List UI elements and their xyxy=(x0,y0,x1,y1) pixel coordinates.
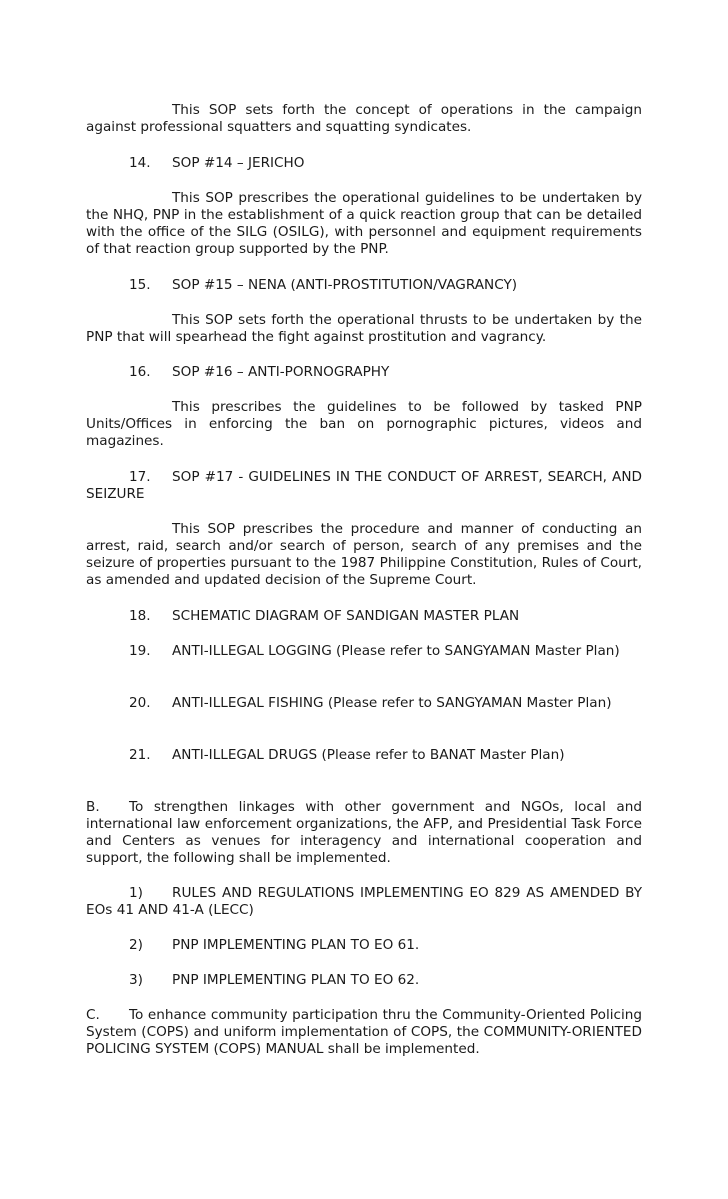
section-b-item-1 xyxy=(86,885,642,919)
item-title: PNP IMPLEMENTING PLAN TO EO 62. xyxy=(172,972,420,988)
item-number: 16. xyxy=(129,364,151,380)
section-letter: B. xyxy=(86,799,100,815)
section-text: To strengthen linkages with other government and NGOs, local and international law enforcement organizations, the AFP, and Presidential Task Force and Centers as venues for interagency and international cooperation and support, the following shall be implemented. xyxy=(86,799,642,866)
item-number: 18. xyxy=(129,608,151,624)
item-16-description: This prescribes the guidelines to be followed by tasked PNP Units/Offices in enforcing the ban on pornographic pictures, videos and magazines. xyxy=(86,399,642,449)
item-14-description: This SOP prescribes the operational guidelines to be undertaken by the NHQ, PNP in the establishment of a quick reaction group that can be detailed with the office of the SILG (OSILG), with personnel and equipment requirements of that reaction group supported by the PNP. xyxy=(86,190,642,257)
item-number: 20. xyxy=(129,695,151,711)
item-title: RULES AND REGULATIONS IMPLEMENTING EO 829 AS AMENDED BY EOs 41 AND 41-A (LECC) xyxy=(86,885,642,918)
item-number: 19. xyxy=(129,643,151,659)
intro-paragraph: This SOP sets forth the concept of operations in the campaign against professional squatters and squatting syndicates. xyxy=(86,102,642,135)
item-17-description: This SOP prescribes the procedure and manner of conducting an arrest, raid, search and/or search of person, search of any premises and the seizure of properties pursuant to the 1987 Philippine Constitution, Rules of Court, as amended and updated decision of the Supreme Court. xyxy=(86,521,642,588)
item-title: ANTI-ILLEGAL FISHING (Please refer to SANGYAMAN Master Plan) xyxy=(172,695,612,711)
item-number: 3) xyxy=(129,972,143,988)
item-title: SOP #14 – JERICHO xyxy=(172,155,305,171)
item-title: ANTI-ILLEGAL DRUGS (Please refer to BANAT Master Plan) xyxy=(172,747,565,763)
section-letter: C. xyxy=(86,1007,100,1023)
section-text: To enhance community participation thru the Community-Oriented Policing System (COPS) and uniform implementation of COPS, the COMMUNITY-ORIENTED POLICING SYSTEM (COPS) MANUAL shall be implemented. xyxy=(86,1007,642,1057)
item-16-heading xyxy=(86,364,642,381)
section-b-item-3 xyxy=(86,972,642,989)
item-number: 15. xyxy=(129,277,151,293)
item-number: 2) xyxy=(129,937,143,953)
item-19-heading xyxy=(86,643,642,660)
item-title: PNP IMPLEMENTING PLAN TO EO 61. xyxy=(172,937,420,953)
item-title: SOP #15 – NENA (ANTI-PROSTITUTION/VAGRANCY) xyxy=(172,277,518,293)
item-21-heading xyxy=(86,747,642,764)
item-number: 17. xyxy=(129,469,151,485)
section-b-item-2 xyxy=(86,937,642,954)
section-c-paragraph xyxy=(86,1007,642,1058)
item-title: SOP #16 – ANTI-PORNOGRAPHY xyxy=(172,364,390,380)
item-15-description: This SOP sets forth the operational thrusts to be undertaken by the PNP that will spearhead the fight against prostitution and vagrancy. xyxy=(86,312,642,345)
item-title: SCHEMATIC DIAGRAM OF SANDIGAN MASTER PLAN xyxy=(172,608,520,624)
item-18-heading xyxy=(86,608,642,625)
item-15-heading xyxy=(86,277,642,294)
item-title: ANTI-ILLEGAL LOGGING (Please refer to SANGYAMAN Master Plan) xyxy=(172,643,620,659)
item-number: 14. xyxy=(129,155,151,171)
item-20-heading xyxy=(86,695,642,712)
section-b-paragraph xyxy=(86,799,642,867)
item-number: 21. xyxy=(129,747,151,763)
item-14-heading xyxy=(86,155,642,172)
item-17-heading xyxy=(86,469,642,503)
item-title: SOP #17 - GUIDELINES IN THE CONDUCT OF ARREST, SEARCH, AND SEIZURE xyxy=(86,469,642,502)
item-number: 1) xyxy=(129,885,143,901)
